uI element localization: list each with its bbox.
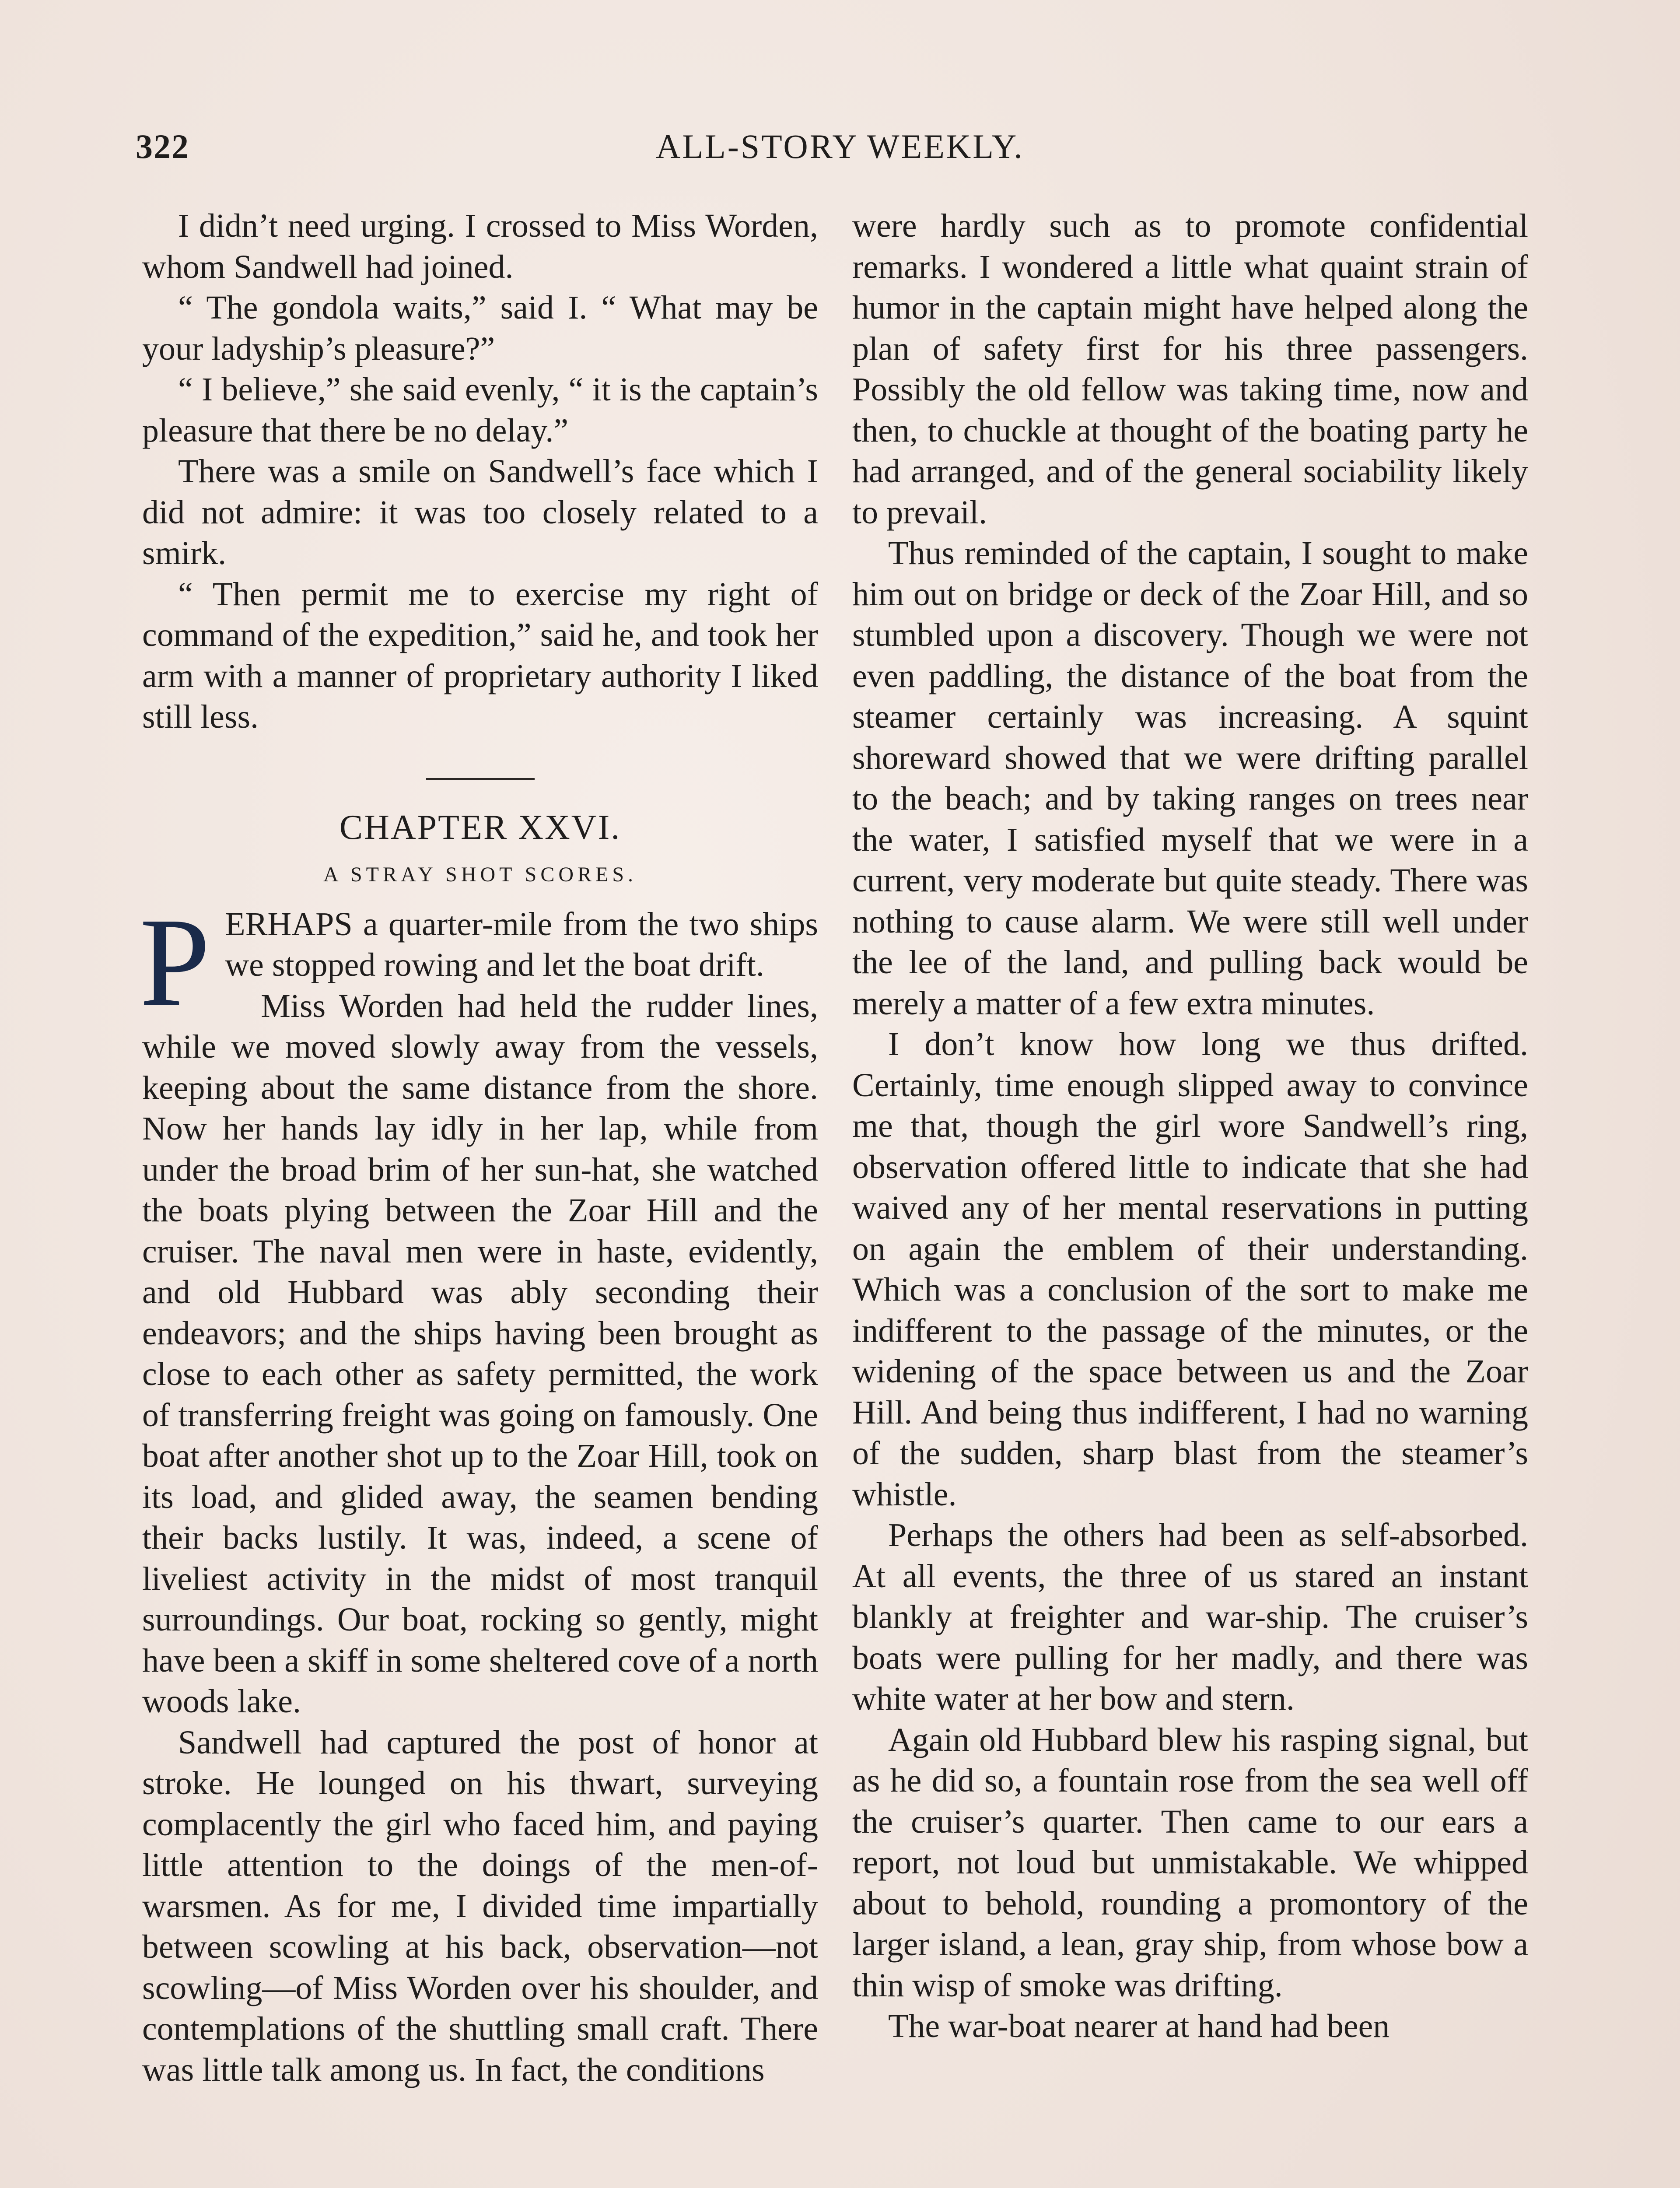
paragraph: “ I believe,” she said evenly, “ it is the captain’s pleasure that there be no delay.” <box>142 371 818 449</box>
chapter-subtitle: A STRAY SHOT SCORES. <box>323 863 637 886</box>
paragraph: “ The gondola waits,” said I. “ What may be your ladyship’s pleasure?” <box>142 289 818 367</box>
page-number: 322 <box>136 127 189 165</box>
paragraph: “ Then permit me to exercise my right of command of the expedition,” said he, and took her arm with a manner of proprietary authority I liked still less. <box>142 575 818 735</box>
opening-text: ERHAPS a quarter-mile from the two ships we stopped rowing and let the boat drift. <box>225 905 818 983</box>
continued-paragraph: were hardly such as to promote confidential remarks. I wondered a little what quaint strain of humor in the captain might have helped along the plan of safety first for his three passengers. Possibly the old fellow was taking time, now and then, to chuckle at thought of the boating party he had arranged, and of the general sociability likely to prevail. <box>852 207 1528 531</box>
paragraph: Thus reminded of the captain, I sought to make him out on bridge or deck of the Zoar Hill, and so stumbled upon a discovery. Though we were not even paddling, the distance of the boat from the steamer certainly was increasing. A squint shoreward showed that we were drifting parallel to the beach; and by taking ranges on trees near the water, I satisfied myself that we were in a current, very moderate but quite steady. There was nothing to cause alarm. We were still well under the lee of the land, and pulling back would be merely a matter of a few extra minutes. <box>852 535 1528 1022</box>
paragraph: Perhaps the others had been as self-absorbed. At all events, the three of us stared an instant blankly at freighter and war-ship. The cruiser’s boats were pulling for her madly, and there was white water at her bow and stern. <box>852 1517 1528 1717</box>
paragraph: I don’t know how long we thus drifted. Certainly, time enough slipped away to convince me that, though the girl wore Sandwell’s ring, observation offered little to indicate that she had waived any of her mental reservations in putting on again the emblem of their understanding. Which was a conclusion of the sort to make me indifferent to the passage of the minutes, or the widening of the space between us and the Zoar Hill. And being thus indifferent, I had no warning of the sudden, sharp blast from the steamer’s whistle. <box>852 1026 1528 1513</box>
paragraph: There was a smile on Sandwell’s face which I did not admire: it was too closely related to a smirk. <box>142 453 818 572</box>
drop-cap: P <box>140 891 210 1032</box>
running-head: ALL-STORY WEEKLY. <box>656 127 1024 165</box>
paragraph: Miss Worden had held the rudder lines, while we moved slowly away from the vessels, keeping about the same distance from the shore. Now her hands lay idly in her lap, while from under the broad brim of her sun-hat, she watched the boats plying between the Zoar Hill and the cruiser. The naval men were in haste, evidently, and old Hubbard was ably seconding their endeavors; and the ships having been brought as close to each other as safety permitted, the work of transferring freight was going on famously. One boat after another shot up to the Zoar Hill, took on its load, and glided away, the seamen bending their backs lustily. It was, indeed, a scene of liveliest activity in the midst of most tranquil surroundings. Our boat, rocking so gently, might have been a skiff in some sheltered cove of a north woods lake. <box>142 987 818 1720</box>
paragraph: Again old Hubbard blew his rasping signal, but as he did so, a fountain rose from the sea well off the cruiser’s quarter. Then came to our ears a report, not loud but unmistakable. We whipped about to behold, rounding a promontory of the larger island, a lean, gray ship, from whose bow a thin wisp of smoke was drifting. <box>852 1721 1528 2004</box>
chapter-title: CHAPTER XXVI. <box>339 808 621 847</box>
opening-paragraph <box>140 891 818 1032</box>
page-header <box>136 127 1544 184</box>
paragraph: The war-boat nearer at hand had been <box>888 2008 1390 2044</box>
section-divider <box>426 778 535 780</box>
paragraph: Sandwell had captured the post of honor at stroke. He lounged on his thwart, surveying complacently the girl who faced him, and paying little attention to the doings of the men-of-warsmen. As for me, I divided time impartially between scowling at his back, observation—not scowling—of Miss Worden over his shoulder, and contemplations of the shuttling small craft. There was little talk among us. In fact, the conditions <box>142 1724 818 2088</box>
right-column <box>852 206 1528 2047</box>
left-column <box>142 206 818 2090</box>
paragraph: I didn’t need urging. I crossed to Miss Worden, whom Sandwell had joined. <box>142 207 818 285</box>
